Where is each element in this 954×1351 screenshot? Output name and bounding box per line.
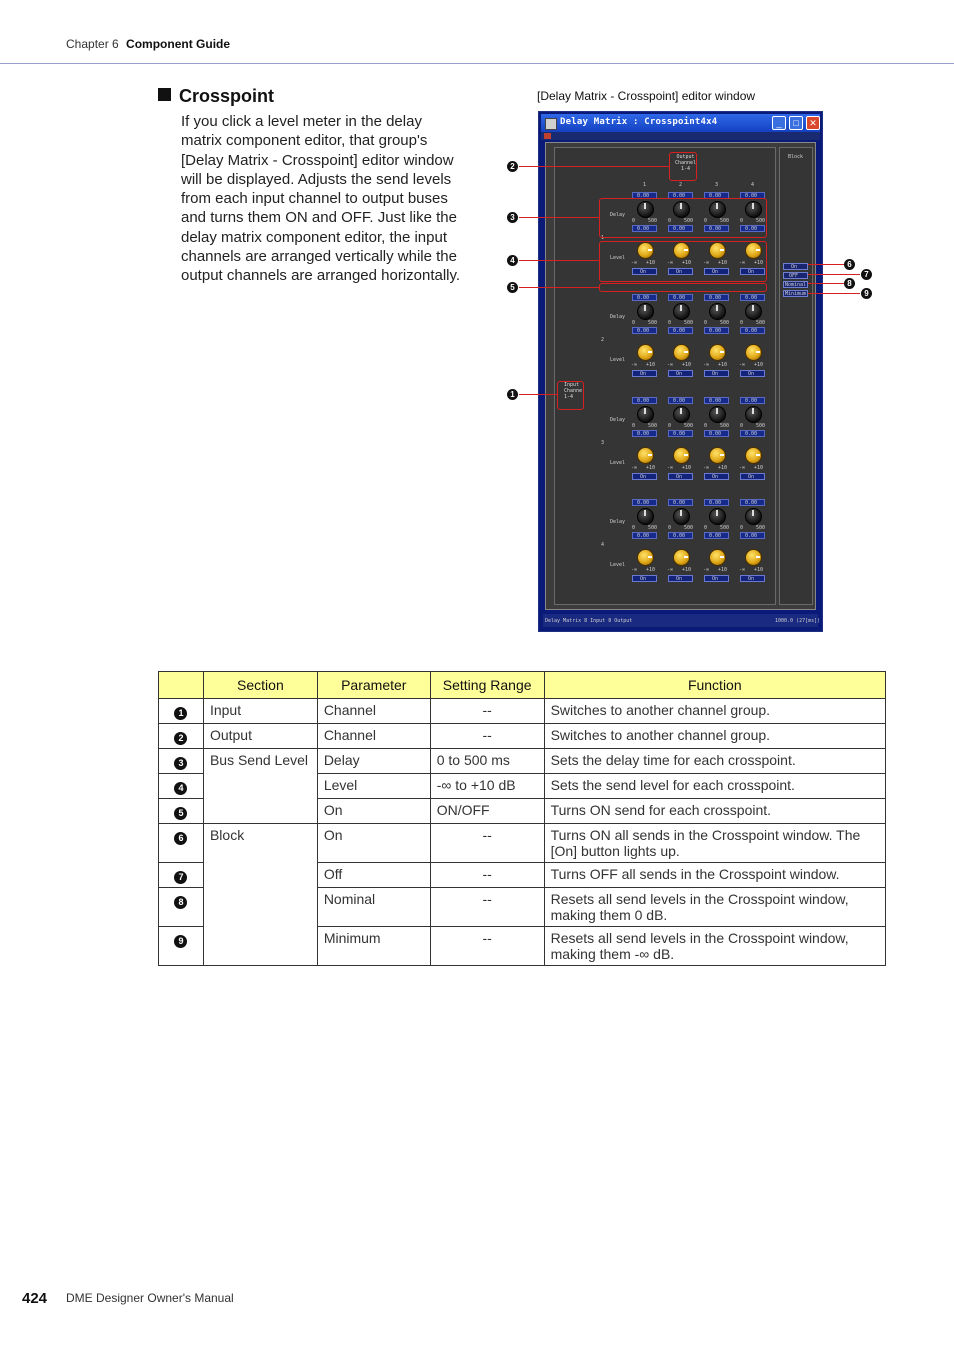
input-row-number: 2 <box>601 337 605 343</box>
delay-max-label: 500 <box>756 423 766 429</box>
cell-parameter: Level <box>317 774 430 799</box>
crosspoint-on-button[interactable] <box>668 473 693 480</box>
block-label: Block <box>788 154 804 160</box>
output-column-number: 2 <box>679 182 683 188</box>
row-number-badge: 6 <box>174 832 187 845</box>
callout-line-5 <box>519 287 599 288</box>
level-value: 0.00 <box>745 431 758 437</box>
row-number-badge: 2 <box>174 732 187 745</box>
on-row-highlight <box>599 283 767 292</box>
level-value-field[interactable] <box>740 532 765 539</box>
delay-min-label: 0 <box>632 218 636 224</box>
callout-badge-3: 3 <box>507 212 518 223</box>
delay-max-label: 500 <box>648 218 658 224</box>
delay-max-label: 500 <box>756 320 766 326</box>
callout-badge-5: 5 <box>507 282 518 293</box>
crosspoint-on-button[interactable] <box>632 575 657 582</box>
delay-value-field[interactable] <box>704 397 729 404</box>
crosspoint-on-button[interactable] <box>668 370 693 377</box>
level-value: 0.00 <box>637 226 650 232</box>
parameter-table <box>158 671 886 966</box>
delay-value-field[interactable] <box>740 294 765 301</box>
cell-section: Input <box>203 699 317 724</box>
block-minimum-button[interactable] <box>783 290 808 297</box>
delay-value: 0.00 <box>745 500 758 506</box>
block-off-label: OFF <box>789 273 799 279</box>
delay-min-label: 0 <box>704 423 708 429</box>
callout-badge-1: 1 <box>507 389 518 400</box>
level-value-field[interactable] <box>632 327 657 334</box>
level-knob[interactable] <box>745 549 762 566</box>
level-max-label: +10 <box>754 465 764 471</box>
delay-min-label: 0 <box>632 525 636 531</box>
level-knob[interactable] <box>745 447 762 464</box>
delay-value: 0.00 <box>745 295 758 301</box>
level-value-field[interactable] <box>704 430 729 437</box>
level-max-label: +10 <box>718 465 728 471</box>
delay-max-label: 500 <box>684 525 694 531</box>
row-number-badge: 1 <box>174 707 187 720</box>
delay-max-label: 500 <box>756 525 766 531</box>
level-value-field[interactable] <box>668 532 693 539</box>
input-row-number: 3 <box>601 440 605 446</box>
level-value-field[interactable] <box>740 430 765 437</box>
cell-function: Sets the delay time for each crosspoint. <box>544 749 885 774</box>
callout-line-1 <box>519 394 557 395</box>
cell-parameter: Channel <box>317 699 430 724</box>
callout-badge-6: 6 <box>844 259 855 270</box>
level-min-label: -∞ <box>703 260 710 266</box>
on-label: On <box>676 371 683 377</box>
level-value: 0.00 <box>709 226 722 232</box>
output-column-number: 4 <box>751 182 755 188</box>
cell-function: Resets all send levels in the Crosspoint window, making them -∞ dB. <box>544 927 885 966</box>
col-header-parameter: Parameter <box>317 672 430 699</box>
delay-value: 0.00 <box>709 500 722 506</box>
level-min-label: -∞ <box>667 567 674 573</box>
delay-max-label: 500 <box>720 423 730 429</box>
cell-range: -- <box>430 863 544 888</box>
cell-parameter: On <box>317 799 430 824</box>
on-label: On <box>748 474 755 480</box>
delay-min-label: 0 <box>740 218 744 224</box>
level-min-label: -∞ <box>739 260 746 266</box>
level-value-field[interactable] <box>632 430 657 437</box>
level-min-label: -∞ <box>739 465 746 471</box>
delay-min-label: 0 <box>740 320 744 326</box>
cell-function: Turns ON send for each crosspoint. <box>544 799 885 824</box>
delay-knob[interactable] <box>745 406 762 423</box>
app-icon <box>545 118 557 130</box>
cell-function: Switches to another channel group. <box>544 724 885 749</box>
level-value: 0.00 <box>637 328 650 334</box>
level-value-field[interactable] <box>704 327 729 334</box>
delay-min-label: 0 <box>740 525 744 531</box>
on-label: On <box>748 576 755 582</box>
delay-min-label: 0 <box>704 218 708 224</box>
crosspoint-editor-window <box>538 111 823 632</box>
level-min-label: -∞ <box>739 567 746 573</box>
square-bullet-icon <box>158 88 171 101</box>
cell-range: -- <box>430 699 544 724</box>
delay-knob[interactable] <box>637 508 654 525</box>
delay-knob[interactable] <box>745 508 762 525</box>
delay-min-label: 0 <box>740 423 744 429</box>
header-rule <box>0 63 954 64</box>
level-row-label: Level <box>610 255 626 261</box>
level-value-field[interactable] <box>632 532 657 539</box>
callout-line-4 <box>519 260 599 261</box>
callout-line-6 <box>808 264 844 265</box>
on-label: On <box>748 269 755 275</box>
cell-range: -∞ to +10 dB <box>430 774 544 799</box>
block-panel <box>779 147 813 605</box>
figure-caption: [Delay Matrix - Crosspoint] editor window <box>537 89 756 103</box>
cell-function: Resets all send levels in the Crosspoint window, making them 0 dB. <box>544 888 885 927</box>
level-max-label: +10 <box>754 567 764 573</box>
delay-value: 0.00 <box>745 398 758 404</box>
level-value: 0.00 <box>637 431 650 437</box>
level-value: 0.00 <box>745 328 758 334</box>
cell-parameter: Channel <box>317 724 430 749</box>
cell-parameter: On <box>317 824 430 863</box>
row-number-badge: 7 <box>174 871 187 884</box>
block-nominal-button[interactable] <box>783 281 808 288</box>
table-header-row <box>159 672 886 699</box>
chapter-label: Chapter 6 <box>66 37 119 51</box>
delay-max-label: 500 <box>684 218 694 224</box>
delay-knob[interactable] <box>709 406 726 423</box>
level-min-label: -∞ <box>739 362 746 368</box>
cell-function: Turns OFF all sends in the Crosspoint window. <box>544 863 885 888</box>
table-row <box>159 824 886 863</box>
level-knob[interactable] <box>673 344 690 361</box>
delay-min-label: 0 <box>704 320 708 326</box>
output-column-number: 1 <box>643 182 647 188</box>
delay-row-label: Delay <box>610 519 626 525</box>
running-header <box>66 37 230 51</box>
delay-value: 0.00 <box>745 193 758 199</box>
input-row-number: 1 <box>601 235 605 241</box>
level-max-label: +10 <box>646 260 656 266</box>
delay-row-highlight <box>599 198 767 238</box>
crosspoint-on-button[interactable] <box>668 575 693 582</box>
delay-value-field[interactable] <box>740 499 765 506</box>
cell-function: Turns ON all sends in the Crosspoint window. The [On] button lights up. <box>544 824 885 863</box>
guide-label: Component Guide <box>126 37 231 51</box>
delay-max-label: 500 <box>684 320 694 326</box>
callout-line-9 <box>808 293 860 294</box>
on-label: On <box>640 474 647 480</box>
block-off-button[interactable] <box>783 272 808 279</box>
level-row-label: Level <box>610 562 626 568</box>
level-knob[interactable] <box>637 344 654 361</box>
level-min-label: -∞ <box>703 465 710 471</box>
level-min-label: -∞ <box>703 362 710 368</box>
delay-knob[interactable] <box>745 303 762 320</box>
status-left: Delay Matrix 8 Input 8 Output <box>545 618 633 624</box>
delay-value-field[interactable] <box>632 499 657 506</box>
cell-section: Output <box>203 724 317 749</box>
crosspoint-on-button[interactable] <box>740 473 765 480</box>
cell-function: Sets the send level for each crosspoint. <box>544 774 885 799</box>
level-value: 0.00 <box>709 533 722 539</box>
on-label: On <box>640 371 647 377</box>
callout-line-3 <box>519 217 599 218</box>
menu-icon[interactable] <box>544 133 551 139</box>
status-right: 1000.0 (27[ms]) <box>775 618 821 624</box>
on-label: On <box>676 576 683 582</box>
crosspoint-on-button[interactable] <box>632 370 657 377</box>
level-knob[interactable] <box>709 549 726 566</box>
delay-value: 0.00 <box>673 500 686 506</box>
level-max-label: +10 <box>646 567 656 573</box>
crosspoint-on-button[interactable] <box>704 370 729 377</box>
cell-range: 0 to 500 ms <box>430 749 544 774</box>
delay-value-field[interactable] <box>740 397 765 404</box>
delay-max-label: 500 <box>720 525 730 531</box>
cell-parameter: Delay <box>317 749 430 774</box>
delay-value: 0.00 <box>637 193 650 199</box>
row-number-badge: 4 <box>174 782 187 795</box>
section-title <box>158 86 274 107</box>
delay-knob[interactable] <box>637 406 654 423</box>
callout-line-8 <box>808 283 844 284</box>
delay-row-label: Delay <box>610 417 626 423</box>
crosspoint-on-button[interactable] <box>740 370 765 377</box>
delay-knob[interactable] <box>709 508 726 525</box>
level-knob[interactable] <box>673 549 690 566</box>
delay-min-label: 0 <box>668 218 672 224</box>
delay-knob[interactable] <box>673 508 690 525</box>
on-label: On <box>712 371 719 377</box>
table-row <box>159 724 886 749</box>
delay-row-label: Delay <box>610 314 626 320</box>
menu-strip <box>541 132 820 140</box>
delay-max-label: 500 <box>720 218 730 224</box>
delay-max-label: 500 <box>648 423 658 429</box>
cell-section: Block <box>203 824 317 966</box>
delay-value: 0.00 <box>637 500 650 506</box>
output-column-number: 3 <box>715 182 719 188</box>
level-knob[interactable] <box>637 447 654 464</box>
row-number-badge: 5 <box>174 807 187 820</box>
delay-min-label: 0 <box>632 320 636 326</box>
callout-badge-7: 7 <box>861 269 872 280</box>
level-value-field[interactable] <box>704 532 729 539</box>
level-value-field[interactable] <box>668 327 693 334</box>
delay-value-field[interactable] <box>668 294 693 301</box>
level-min-label: -∞ <box>667 362 674 368</box>
delay-value-field[interactable] <box>632 294 657 301</box>
delay-value: 0.00 <box>673 295 686 301</box>
level-value: 0.00 <box>673 226 686 232</box>
level-max-label: +10 <box>718 260 728 266</box>
level-knob[interactable] <box>637 549 654 566</box>
level-max-label: +10 <box>682 465 692 471</box>
level-value: 0.00 <box>673 431 686 437</box>
crosspoint-on-button[interactable] <box>704 575 729 582</box>
cell-parameter: Off <box>317 863 430 888</box>
callout-badge-9: 9 <box>861 288 872 299</box>
col-header-setting-range: Setting Range <box>430 672 544 699</box>
delay-knob[interactable] <box>709 303 726 320</box>
delay-max-label: 500 <box>648 525 658 531</box>
cell-range: -- <box>430 824 544 863</box>
status-bar <box>543 614 821 627</box>
level-knob[interactable] <box>673 447 690 464</box>
section-body: If you click a level meter in the delay matrix component editor, that group's [Delay Matrix - Crosspoint] editor window will be displayed. Adjusts the send levels from each input channel to output buses and turns them ON and OFF. Just like the delay matrix component editor, the input channels are arranged vertically while the output channels are arranged horizontally. <box>181 113 461 285</box>
level-max-label: +10 <box>718 567 728 573</box>
delay-value: 0.00 <box>673 193 686 199</box>
level-min-label: -∞ <box>667 260 674 266</box>
on-label: On <box>712 576 719 582</box>
delay-row-label: Delay <box>610 212 626 218</box>
cell-function: Switches to another channel group. <box>544 699 885 724</box>
window-titlebar <box>541 114 820 132</box>
delay-knob[interactable] <box>673 303 690 320</box>
block-minimum-label: Minimum <box>785 291 807 297</box>
level-min-label: -∞ <box>631 465 638 471</box>
level-row-label: Level <box>610 357 626 363</box>
level-value: 0.00 <box>745 533 758 539</box>
delay-value: 0.00 <box>709 193 722 199</box>
block-nominal-label: Nominal <box>785 282 807 288</box>
on-label: On <box>676 269 683 275</box>
delay-value: 0.00 <box>637 295 650 301</box>
callout-line-2 <box>519 166 669 167</box>
callout-line-7 <box>808 274 860 275</box>
level-max-label: +10 <box>646 465 656 471</box>
maximize-icon[interactable]: □ <box>789 116 803 130</box>
section-title-text: Crosspoint <box>179 86 275 106</box>
level-max-label: +10 <box>682 567 692 573</box>
row-number-badge: 9 <box>174 935 187 948</box>
level-min-label: -∞ <box>631 260 638 266</box>
minimize-icon[interactable]: _ <box>772 116 786 130</box>
on-label: On <box>712 269 719 275</box>
level-value-field[interactable] <box>668 430 693 437</box>
on-label: On <box>712 474 719 480</box>
delay-value-field[interactable] <box>704 294 729 301</box>
level-min-label: -∞ <box>667 465 674 471</box>
col-header-function: Function <box>544 672 885 699</box>
table-row <box>159 699 886 724</box>
delay-value: 0.00 <box>637 398 650 404</box>
block-on-label: On <box>791 264 798 270</box>
col-header-section: Section <box>203 672 317 699</box>
row-number-badge: 8 <box>174 896 187 909</box>
input-channel-highlight <box>557 381 584 410</box>
on-label: On <box>676 474 683 480</box>
level-row-highlight <box>599 241 767 282</box>
level-knob[interactable] <box>745 344 762 361</box>
level-value: 0.00 <box>709 328 722 334</box>
level-max-label: +10 <box>682 362 692 368</box>
delay-knob[interactable] <box>673 406 690 423</box>
delay-max-label: 500 <box>648 320 658 326</box>
level-min-label: -∞ <box>703 567 710 573</box>
delay-max-label: 500 <box>756 218 766 224</box>
delay-min-label: 0 <box>668 525 672 531</box>
table-row <box>159 749 886 774</box>
level-max-label: +10 <box>646 362 656 368</box>
cell-parameter: Minimum <box>317 927 430 966</box>
level-value: 0.00 <box>637 533 650 539</box>
level-max-label: +10 <box>682 260 692 266</box>
window-title: Delay Matrix : Crosspoint4x4 <box>560 117 718 127</box>
block-on-button[interactable] <box>783 263 808 270</box>
level-knob[interactable] <box>709 447 726 464</box>
delay-value: 0.00 <box>709 295 722 301</box>
page-number: 424 <box>22 1290 48 1307</box>
delay-value-field[interactable] <box>668 397 693 404</box>
delay-min-label: 0 <box>632 423 636 429</box>
delay-value: 0.00 <box>673 398 686 404</box>
delay-min-label: 0 <box>704 525 708 531</box>
level-value: 0.00 <box>745 226 758 232</box>
delay-min-label: 0 <box>668 423 672 429</box>
crosspoint-on-button[interactable] <box>704 473 729 480</box>
delay-min-label: 0 <box>668 320 672 326</box>
level-row-label: Level <box>610 460 626 466</box>
footer-title: DME Designer Owner's Manual <box>66 1291 234 1305</box>
input-row-number: 4 <box>601 542 605 548</box>
level-max-label: +10 <box>754 362 764 368</box>
crosspoint-on-button[interactable] <box>632 473 657 480</box>
delay-value-field[interactable] <box>668 499 693 506</box>
cell-range: -- <box>430 724 544 749</box>
callout-badge-4: 4 <box>507 255 518 266</box>
callout-badge-2: 2 <box>507 161 518 172</box>
row-number-badge: 3 <box>174 757 187 770</box>
level-knob[interactable] <box>709 344 726 361</box>
cell-range: -- <box>430 888 544 927</box>
close-icon[interactable]: ✕ <box>806 116 820 130</box>
delay-value-field[interactable] <box>704 499 729 506</box>
on-label: On <box>640 576 647 582</box>
crosspoint-on-button[interactable] <box>740 575 765 582</box>
delay-max-label: 500 <box>684 423 694 429</box>
level-value: 0.00 <box>673 533 686 539</box>
level-value: 0.00 <box>673 328 686 334</box>
cell-parameter: Nominal <box>317 888 430 927</box>
output-channel-highlight <box>669 152 697 181</box>
input-channel-button[interactable]: Input Channe 1-4 <box>564 382 583 400</box>
cell-section: Bus Send Level <box>203 749 317 824</box>
callout-badge-8: 8 <box>844 278 855 289</box>
level-value: 0.00 <box>709 431 722 437</box>
output-channel-button[interactable]: Output Channel 1-4 <box>675 154 697 172</box>
level-value-field[interactable] <box>740 327 765 334</box>
cell-range: -- <box>430 927 544 966</box>
on-label: On <box>640 269 647 275</box>
level-min-label: -∞ <box>631 362 638 368</box>
level-max-label: +10 <box>718 362 728 368</box>
delay-value-field[interactable] <box>632 397 657 404</box>
on-label: On <box>748 371 755 377</box>
level-max-label: +10 <box>754 260 764 266</box>
delay-knob[interactable] <box>637 303 654 320</box>
col-header-number <box>159 672 204 699</box>
delay-max-label: 500 <box>720 320 730 326</box>
level-min-label: -∞ <box>631 567 638 573</box>
cell-range: ON/OFF <box>430 799 544 824</box>
delay-value: 0.00 <box>709 398 722 404</box>
